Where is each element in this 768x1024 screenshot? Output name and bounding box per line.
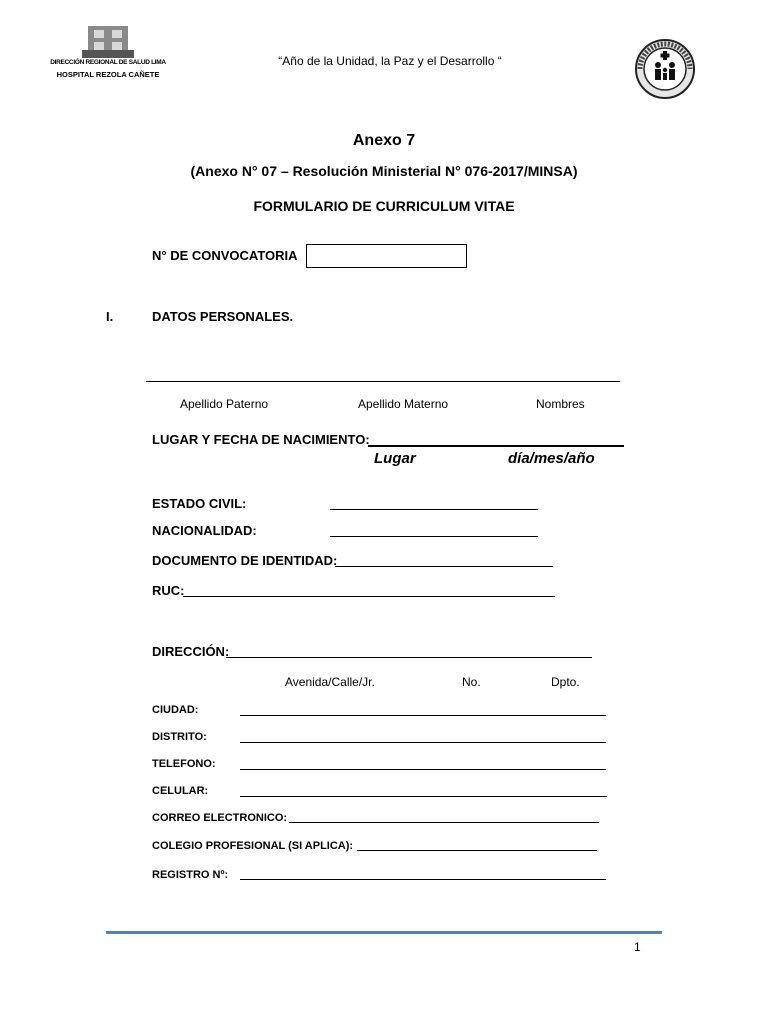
motto: “Año de la Unidad, la Paz y el Desarrollo “	[278, 54, 502, 68]
logo-line-1: DIRECCIÓN REGIONAL DE SALUD LIMA	[50, 59, 166, 66]
hint-apellido-materno: Apellido Materno	[358, 397, 449, 411]
convocatoria-input[interactable]	[306, 244, 467, 268]
colegio-label: COLEGIO PROFESIONAL (SI APLICA):	[152, 840, 354, 852]
hint-fecha: día/mes/año	[508, 450, 595, 467]
estado-civil-field[interactable]	[330, 509, 538, 510]
institution-logo	[46, 24, 170, 80]
page-number: 1	[634, 940, 641, 954]
celular-field[interactable]	[240, 796, 607, 797]
telefono-field[interactable]	[240, 769, 606, 770]
birth-label: LUGAR Y FECHA DE NACIMIENTO:	[152, 432, 370, 447]
ruc-label: RUC:	[152, 583, 185, 598]
ciudad-field[interactable]	[240, 715, 606, 716]
nacionalidad-field[interactable]	[330, 536, 538, 537]
direccion-label: DIRECCIÓN:	[152, 644, 230, 659]
distrito-label: DISTRITO:	[152, 731, 207, 743]
ciudad-label: CIUDAD:	[152, 704, 199, 716]
distrito-field[interactable]	[240, 742, 606, 743]
documento-label: DOCUMENTO DE IDENTIDAD:	[152, 553, 338, 568]
registro-field[interactable]	[240, 879, 606, 880]
convocatoria-label: N° DE CONVOCATORIA	[152, 248, 298, 263]
annex-title: Anexo 7	[352, 132, 416, 149]
footer-rule	[106, 931, 662, 934]
hint-lugar: Lugar	[374, 450, 416, 467]
full-name-field[interactable]	[146, 381, 620, 382]
hint-nombres: Nombres	[536, 397, 585, 411]
telefono-label: TELEFONO:	[152, 758, 216, 770]
resolution-subtitle: (Anexo N° 07 – Resolución Ministerial N° 076-2017/MINSA)	[190, 163, 578, 179]
form-title: FORMULARIO DE CURRICULUM VITAE	[253, 198, 515, 214]
family-seal-icon	[634, 38, 696, 100]
registro-label: REGISTRO Nº:	[152, 869, 229, 881]
hospital-seal	[634, 38, 696, 100]
colegio-field[interactable]	[357, 850, 597, 851]
section-title: DATOS PERSONALES.	[152, 309, 294, 324]
hint-dpto: Dpto.	[551, 675, 580, 689]
correo-field[interactable]	[289, 822, 599, 823]
estado-civil-label: ESTADO CIVIL:	[152, 496, 247, 511]
hint-apellido-paterno: Apellido Paterno	[180, 397, 269, 411]
correo-label: CORREO ELECTRONICO:	[152, 812, 288, 824]
hint-numero: No.	[462, 675, 481, 689]
direccion-field[interactable]	[226, 657, 592, 658]
celular-label: CELULAR:	[152, 785, 209, 797]
hint-avenida: Avenida/Calle/Jr.	[285, 675, 375, 689]
section-number: I.	[106, 309, 114, 324]
nacionalidad-label: NACIONALIDAD:	[152, 523, 257, 538]
ruc-field[interactable]	[183, 596, 555, 597]
birth-field[interactable]	[368, 445, 624, 447]
logo-line-2: HOSPITAL REZOLA CAÑETE	[56, 70, 160, 79]
documento-field[interactable]	[335, 566, 553, 567]
